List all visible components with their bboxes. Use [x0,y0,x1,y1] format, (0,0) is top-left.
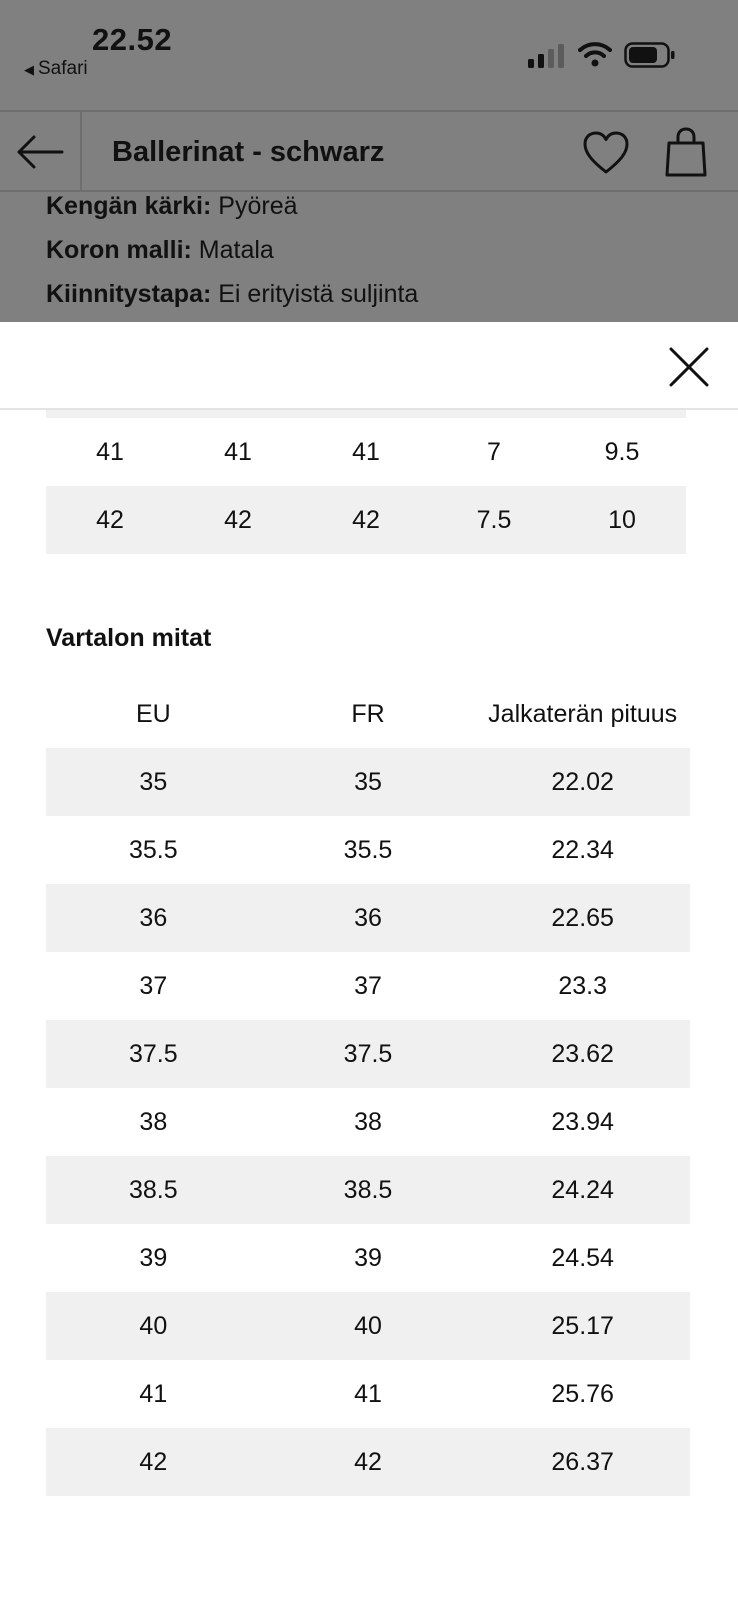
table-row-partial [46,410,686,418]
section-title-body-measurements: Vartalon mitat [46,624,212,652]
column-header: FR [351,699,385,728]
table-cell: 42 [139,1447,168,1476]
table-cell: 37.5 [343,1039,393,1068]
table-row [46,1224,690,1292]
table-cell: 37 [139,971,168,1000]
size-guide-sheet [0,322,738,1600]
product-nav-bar [0,110,738,192]
close-icon[interactable] [668,346,710,388]
table-cell: 42 [224,505,252,534]
detail-row-fastening [46,280,418,309]
table-cell: 41 [354,1379,382,1408]
back-arrow-icon[interactable] [16,134,64,170]
table-cell: 39 [354,1243,382,1272]
table-cell: 38 [139,1107,168,1136]
table-cell: 35 [354,767,382,796]
back-to-app-link[interactable] [24,58,88,80]
table-row [46,1020,690,1088]
table-cell: 42 [354,1447,382,1476]
status-bar [0,0,738,110]
cellular-signal-icon [528,44,564,68]
detail-row-toe [46,192,298,221]
column-header: EU [135,699,171,728]
table-cell: 37.5 [129,1039,178,1068]
table-cell: 38.5 [129,1175,178,1204]
column-header: Jalkaterän pituus [488,699,678,728]
table-cell: 25.17 [551,1311,614,1340]
table-cell: 22.65 [551,903,614,932]
table-row [46,1292,690,1360]
table-cell: 23.3 [558,971,608,1000]
table-cell: 38 [354,1107,382,1136]
table-cell: 22.02 [551,767,614,796]
table-cell: 22.34 [551,835,614,864]
table-row [46,486,686,554]
detail-value: Ei erityistä suljinta [218,280,419,308]
table-row [46,884,690,952]
table-cell: 9.5 [604,437,640,466]
table-cell: 36 [139,903,168,932]
table-row [46,418,686,486]
table-cell: 42 [96,505,124,534]
product-details [0,192,738,322]
table-cell: 41 [352,437,380,466]
wifi-icon [578,40,612,68]
table-cell: 37 [354,971,382,1000]
table-row [46,1156,690,1224]
detail-label: Kiinnitystapa: [46,280,212,308]
table-cell: 42 [352,505,380,534]
table-cell: 39 [139,1243,168,1272]
detail-label: Koron malli: [46,236,192,264]
detail-label: Kengän kärki: [46,192,212,220]
battery-icon [624,42,676,68]
table-row [46,1088,690,1156]
table-row [46,816,690,884]
table-cell: 24.54 [551,1243,614,1272]
detail-value: Matala [198,236,274,264]
sheet-header [0,322,738,410]
table-cell: 40 [354,1311,382,1340]
table-row [46,952,690,1020]
shopping-bag-icon[interactable] [664,126,708,178]
table-cell: 41 [224,437,252,466]
table-cell: 24.24 [551,1175,614,1204]
table-cell: 7.5 [476,505,512,534]
detail-row-heel [46,236,274,265]
heart-icon[interactable] [582,130,630,176]
table-cell: 26.37 [551,1447,614,1476]
table-cell: 35.5 [343,835,393,864]
table-cell: 38.5 [343,1175,393,1204]
table-cell: 41 [139,1379,168,1408]
body-measurements-table [46,680,690,1496]
table-row [46,1428,690,1496]
table-cell: 35 [139,767,168,796]
table-header-row [46,680,690,748]
table-cell: 25.76 [551,1379,614,1408]
size-conversion-table [46,410,686,554]
back-app-label: Safari [38,58,88,79]
table-cell: 7 [487,437,501,466]
table-cell: 23.94 [551,1107,614,1136]
page-title: Ballerinat - schwarz [112,136,385,168]
table-cell: 36 [354,903,382,932]
status-time: 22.52 [92,22,173,57]
table-row [46,1360,690,1428]
table-cell: 41 [96,437,124,466]
table-cell: 10 [608,505,636,534]
nav-divider [80,112,82,192]
detail-value: Pyöreä [218,192,298,220]
table-cell: 23.62 [551,1039,614,1068]
table-cell: 40 [139,1311,168,1340]
table-row [46,748,690,816]
back-triangle-icon: ◀ [24,62,34,77]
table-cell: 35.5 [129,835,178,864]
